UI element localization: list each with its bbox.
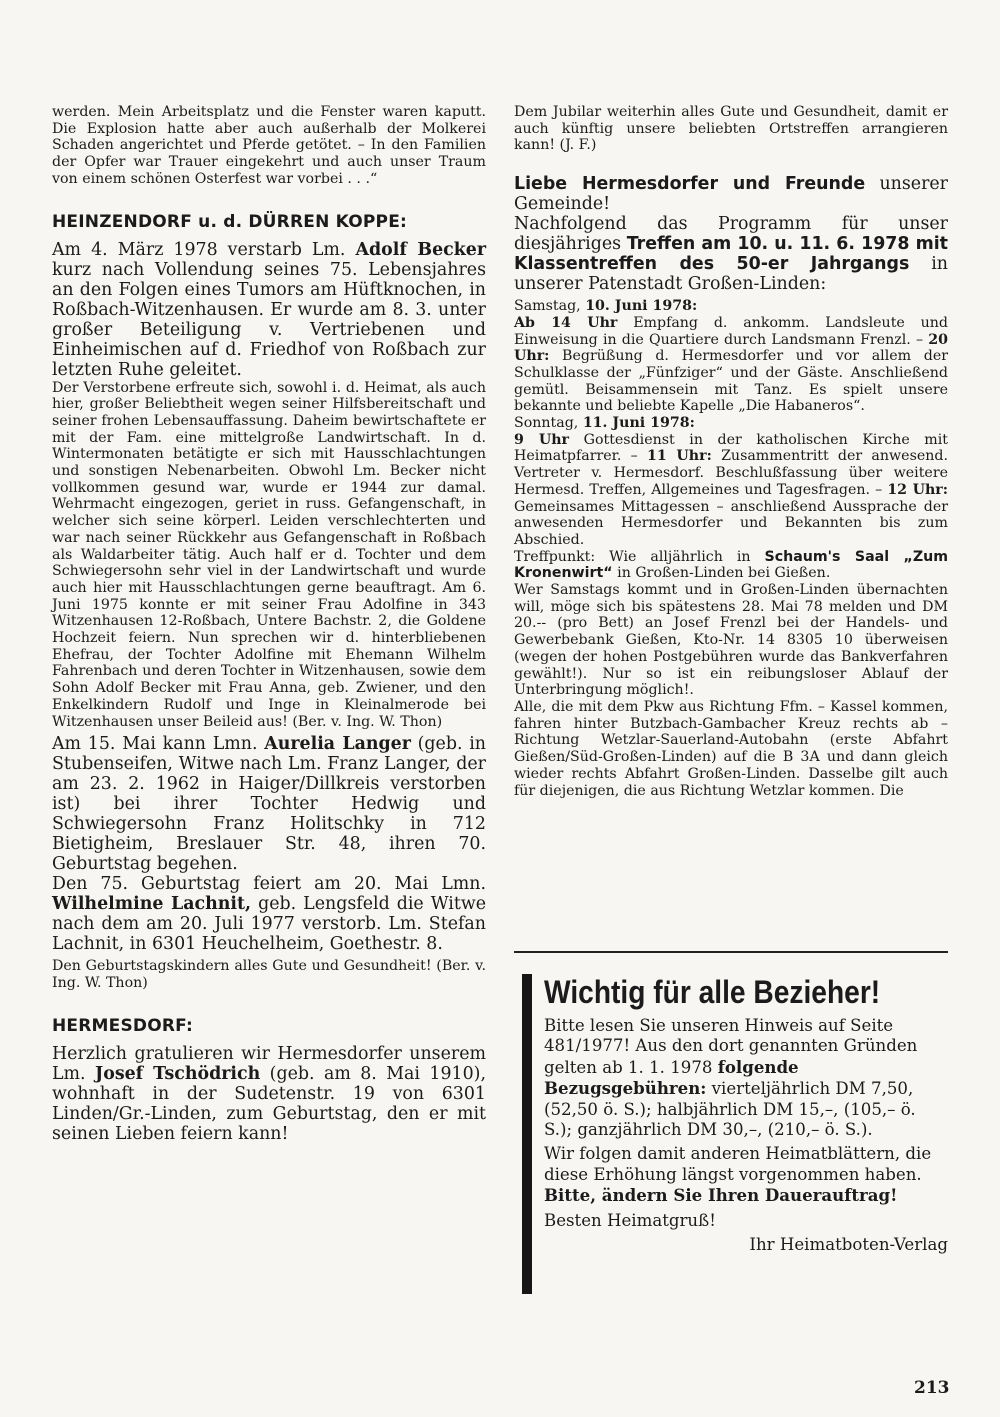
- notice-signature: Ihr Heimatboten-Verlag: [749, 1235, 948, 1255]
- notice-box: [522, 974, 948, 1294]
- program-pre: Nachfolgend das Programm für unser diesjähriges: [514, 214, 948, 255]
- overnight-paragraph: Wer Samstags kommt und in Großen-Linden übernachten will, möge sich bis spätestens 28. Mai 78 melden und DM 20.-- (pro Bett) an Josef Frenzl bei der Handels- und Gewerbebank Gießen, Kto-Nr. 14 8305 10 überweisen (wegen der hohen Postgebühren wurde das Bankverfahren gewählt!). Nur so ist ein reibungsloser Ablauf der Unterbringung möglich!.: [514, 582, 948, 699]
- sunday-date: 11. Juni 1978:: [582, 415, 695, 432]
- notice-fees-post: vierteljährlich DM 7,50, (52,50 ö. S.); halbjährlich DM 15,–, (105,– ö. S.); ganzjährlich DM 30,–, (210,– ö. S.).: [544, 1079, 916, 1140]
- saturday-time-2: 20 Uhr:: [514, 331, 948, 365]
- sunday-time-1: 9 Uhr: [514, 431, 570, 448]
- lachnit-post: geb. Lengsfeld die Witwe nach dem am 20. Juli 1977 verstorb. Lm. Stefan Lachnit, in 6301 Heuchelheim, Goethestr. 8.: [52, 894, 487, 955]
- notice-fees-bold: folgende Bezugsgebühren:: [544, 1056, 799, 1099]
- notice-request: [544, 1185, 948, 1206]
- saturday-word: Samstag,: [514, 298, 586, 315]
- saturday-label: [514, 298, 948, 315]
- program-bold: Treffen am 10. u. 11. 6. 1978 mit Klassentreffen des 50-er Jahrgangs: [514, 234, 948, 275]
- tschoedrich-name: Josef Tschödrich: [95, 1063, 261, 1084]
- notice-greeting: Besten Heimatgruß!: [544, 1210, 716, 1230]
- sunday-text-3: Gemeinsames Mittagessen – anschließend Aussprache der anwesenden Hermesdorfer und Bekannten bis zum Abschied.: [514, 498, 948, 548]
- lead-paragraph: [514, 174, 948, 214]
- meeting-bold: Schaum's Saal „Zum Kronenwirt“: [514, 548, 948, 582]
- lead-rest: unserer Gemeinde!: [514, 174, 948, 215]
- page-number: 213: [914, 1378, 950, 1398]
- sunday-time-3: 12 Uhr:: [887, 481, 948, 498]
- tschoedrich-paragraph: [52, 1044, 486, 1144]
- jubilar-paragraph: Dem Jubilar weiterhin alles Gute und Gesundheit, damit er auch künftig unsere beliebten Ortstreffen arrangieren kann! (J. F.): [514, 104, 948, 154]
- saturday-text-1: Empfang d. ankomm. Landsleute und Einweisung in die Quartiere durch Landsmann Frenzl. –: [514, 314, 948, 348]
- program-post: in unserer Patenstadt Großen-Linden:: [514, 254, 948, 295]
- separator-rule: [514, 951, 948, 953]
- tschoedrich-post: (geb. am 8. Mai 1910), wohnhaft in der Sudetenstr. 19 von 6301 Linden/Gr.-Linden, zum Geburtstag, den er mit seinen Lieben feiern kann!: [52, 1063, 486, 1144]
- lachnit-name: Wilhelmine Lachnit,: [52, 894, 252, 915]
- meeting-pre: Treffpunkt: Wie alljährlich in: [514, 548, 765, 565]
- langer-pre: Am 15. Mai kann Lmn.: [52, 734, 265, 755]
- langer-name: Aurelia Langer: [264, 734, 411, 755]
- sunday-label: [514, 415, 948, 432]
- right-column: [514, 104, 948, 799]
- heading-hermesdorf: HERMESDORF:: [52, 1015, 194, 1036]
- saturday-time-1: Ab 14 Uhr: [514, 314, 618, 331]
- notice-title: Wichtig für alle Bezieher!: [544, 974, 881, 1010]
- becker-pre: Am 4. März 1978 verstarb Lm.: [52, 239, 356, 260]
- notice-fees: [544, 1016, 948, 1140]
- lachnit-pre: Den 75. Geburtstag feiert am 20. Mai Lmn.: [52, 874, 486, 895]
- notice-request-bold: Bitte, ändern Sie Ihren Dauerauftrag!: [544, 1185, 898, 1206]
- becker-name: Adolf Becker: [355, 239, 486, 260]
- sunday-text-2: Zusammentritt der anwesend. Vertreter v. Hermesdorf. Beschlußfassung über weitere Hermesd. Treffen, Allgemeines und Tagesfragen. –: [514, 448, 948, 498]
- route-paragraph: Alle, die mit dem Pkw aus Richtung Ffm. – Kassel kommen, fahren hinter Butzbach-Gambacher Kreuz rechts ab – Richtung Wetzlar-Sauerland-Autobahn (erste Abfahrt Gießen/Süd-Großen-Linden) auf die B 3A und dann gleich wieder rechts Abfahrt Großen-Linden. Dasselbe gilt auch für diejenigen, die aus Richtung Wetzlar kommen. Die: [514, 698, 948, 799]
- becker-paragraph: [52, 240, 486, 380]
- becker-detail-paragraph: Der Verstorbene erfreute sich, sowohl i. d. Heimat, als auch hier, großer Beliebtheit wegen seiner Hilfsbereitschaft und seiner frohen Lebensauffassung. Daheim bewirtschaftete er mit der Fam. eine mittelgroße Landwirtschaft. In d. Wintermonaten betätigte er sich mit Hausschlachtungen und sonstigen Nebenarbeiten. Obwohl Lm. Becker nicht vollkommen gesund war, wurde er 1944 zur damal. Wehrmacht eingezogen, geriet in russ. Gefangenschaft, in welcher sich seine körperl. Leiden verschlechterten und war nach seiner Rückkehr aus Gefangenschaft in Roßbach als Waldarbeiter tätig. Auch half er d. Tochter und dem Schwiegersohn sehr viel in der Landwirtschaft und wurde auch hier mit Hausschlachtungen gerne beauftragt. Am 6. Juni 1975 konnte er mit seiner Frau Adolfine in 343 Witzenhausen 12-Roßbach, Untere Bachstr. 2, die Goldene Hochzeit feiern. Nun sprechen wir d. hinterbliebenen Ehefrau, der Tochter Adolfine mit Ehemann Wilhelm Fahrenbach und deren Tochter in Witzenhausen, sowie dem Sohn Adolf Becker mit Frau Anna, geb. Zwiener, und den Enkelkindern Rudolf und Inge in Kleinalmerode bei Witzenhausen unser Beileid aus! (Ber. v. Ing. W. Thon): [52, 379, 486, 730]
- intro-paragraph: werden. Mein Arbeitsplatz und die Fenster waren kaputt. Die Explosion hatte aber auch außerhalb der Molkerei Schaden angerichtet und Pferde getötet. – In den Familien der Opfer war Trauer eingekehrt und auch unser Traum von einem schönen Osterfest war vorbei . . .“: [52, 104, 486, 187]
- lead-bold: Liebe Hermesdorfer und Freunde: [514, 174, 866, 195]
- notice-fees-pre: Bitte lesen Sie unseren Hinweis auf Seite 481/1977! Aus den dort genannten Gründen gelten ab 1. 1. 1978: [544, 1016, 918, 1077]
- sunday-time-2: 11 Uhr:: [647, 448, 712, 465]
- left-column: [52, 104, 486, 1144]
- meeting-post: in Großen-Linden bei Gießen.: [612, 565, 831, 582]
- wishes-paragraph: Den Geburtstagskindern alles Gute und Gesundheit! (Ber. v. Ing. W. Thon): [52, 958, 486, 991]
- saturday-text-2: Begrüßung d. Hermesdorfer und vor allem der Schulklasse der „Fünfziger“ und der Gäste. Anschließend gemütl. Beisammensein mit Tanz. Es spielt unsere bekannte und beliebte Kapelle „Die Habaneros“.: [514, 348, 948, 415]
- saturday-date: 10. Juni 1978:: [585, 298, 698, 315]
- meeting-point: [514, 549, 948, 582]
- lachnit-paragraph: [52, 874, 486, 954]
- notice-follow: Wir folgen damit anderen Heimatblättern, die diese Erhöhung längst vorgenommen haben.: [544, 1144, 932, 1184]
- sunday-text-1: Gottesdienst in der katholischen Kirche mit Heimatpfarrer. –: [514, 431, 948, 465]
- langer-post: (geb. in Stubenseifen, Witwe nach Lm. Franz Langer, der am 23. 2. 1962 in Haiger/Dillkreis verstorben ist) bei ihrer Tochter Hedwig und Schwiegersohn Franz Holitschky in 712 Bietigheim, Breslauer Str. 48, ihren 70. Geburtstag begehen.: [52, 734, 486, 875]
- sunday-word: Sonntag,: [514, 415, 583, 432]
- sunday-schedule: [514, 432, 948, 549]
- langer-paragraph: [52, 734, 486, 874]
- becker-post: kurz nach Vollendung seines 75. Lebensjahres an den Folgen eines Tumors am Hüftknochen, in Roßbach-Witzenhausen. Er wurde am 8. 3. unter großer Beteiligung v. Vertriebenen und Einheimischen auf d. Friedhof von Roßbach zur letzten Ruhe geleitet.: [52, 259, 486, 380]
- program-paragraph: [514, 214, 948, 294]
- tschoedrich-pre: Herzlich gratulieren wir Hermesdorfer unserem Lm.: [52, 1043, 486, 1084]
- heading-heinzendorf: HEINZENDORF u. d. DÜRREN KOPPE:: [52, 211, 408, 232]
- saturday-schedule: [514, 315, 948, 415]
